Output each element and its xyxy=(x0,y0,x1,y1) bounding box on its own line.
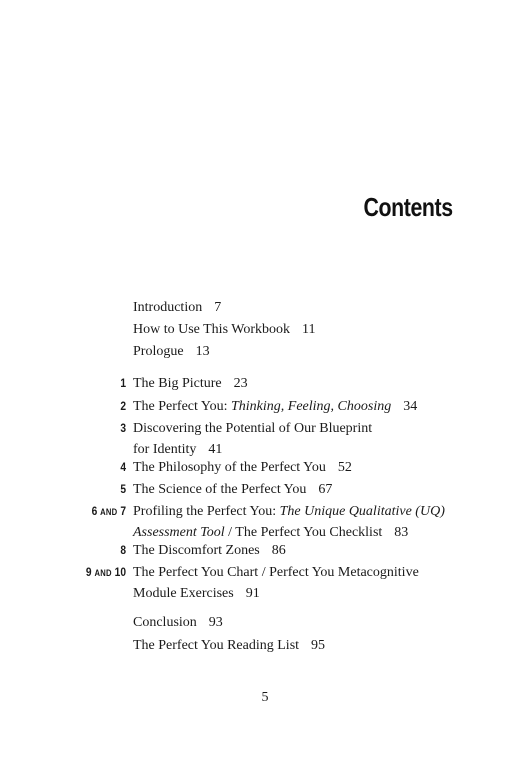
toc-entry-chapter-5[interactable] xyxy=(133,479,332,500)
toc-entry-conclusion[interactable] xyxy=(133,612,223,633)
entry-page: 23 xyxy=(233,376,248,391)
chapter-number: 1 xyxy=(120,376,126,390)
entry-title: Conclusion xyxy=(133,615,197,630)
entry-page: 91 xyxy=(245,586,260,601)
entry-title-italic-line2: Assessment Tool xyxy=(133,525,225,540)
toc-entry-prologue[interactable] xyxy=(133,341,210,362)
chapter-number: 2 xyxy=(120,399,126,413)
chapter-number-and: AND xyxy=(100,507,118,517)
page-title: Contents xyxy=(363,192,453,222)
entry-title-line2: Module Exercises xyxy=(133,586,234,601)
entry-page: 67 xyxy=(318,482,333,497)
chapter-number-and: AND xyxy=(94,568,112,578)
entry-page: 13 xyxy=(195,344,210,359)
toc-entry-chapters-6-7[interactable] xyxy=(133,501,445,543)
chapter-number: 4 xyxy=(120,460,126,474)
entry-title: The Perfect You: xyxy=(133,399,231,414)
toc-entry-chapter-4[interactable] xyxy=(133,457,352,478)
entry-title-line2: for Identity xyxy=(133,442,197,457)
entry-page: 86 xyxy=(271,543,286,558)
chapter-number-a: 6 xyxy=(91,504,98,518)
entry-title: The Perfect You Chart / Perfect You Metacognitive xyxy=(133,565,419,580)
toc-entry-chapters-9-10[interactable] xyxy=(133,562,419,604)
chapter-number: 8 xyxy=(120,543,126,557)
entry-title: The Perfect You Reading List xyxy=(133,638,300,653)
page-number: 5 xyxy=(261,690,269,705)
toc-entry-chapter-3[interactable] xyxy=(133,418,372,460)
entry-page: 34 xyxy=(403,399,418,414)
entry-page: 7 xyxy=(214,300,222,315)
entry-title: The Philosophy of the Perfect You xyxy=(133,460,326,475)
entry-title: The Big Picture xyxy=(133,376,222,391)
chapter-number xyxy=(58,562,126,584)
toc-entry-reading-list[interactable] xyxy=(133,635,325,656)
entry-page: 41 xyxy=(208,442,223,457)
chapter-number-b: 10 xyxy=(114,565,126,579)
entry-title: How to Use This Workbook xyxy=(133,322,291,337)
entry-title: The Science of the Perfect You xyxy=(133,482,307,497)
chapter-number: 3 xyxy=(120,421,126,435)
entry-page: 95 xyxy=(311,638,326,653)
chapter-number-a: 9 xyxy=(85,565,92,579)
entry-page: 93 xyxy=(208,615,223,630)
entry-title-italic: Thinking, Feeling, Choosing xyxy=(231,399,392,414)
toc-entry-chapter-2[interactable] xyxy=(133,396,417,417)
entry-title-italic: The Unique Qualitative (UQ) xyxy=(279,504,445,519)
toc-entry-chapter-8[interactable] xyxy=(133,540,286,561)
entry-title: Discovering the Potential of Our Blueprint xyxy=(133,421,373,436)
entry-page: 83 xyxy=(394,525,409,540)
entry-page: 52 xyxy=(337,460,352,475)
entry-page: 11 xyxy=(302,322,316,337)
toc-entry-chapter-1[interactable] xyxy=(133,373,248,394)
entry-title: Prologue xyxy=(133,344,184,359)
entry-title-line2: / The Perfect You Checklist xyxy=(224,525,383,540)
entry-title: Introduction xyxy=(133,300,203,315)
chapter-number-b: 7 xyxy=(120,504,126,518)
chapter-number: 5 xyxy=(120,482,126,496)
entry-title: Profiling the Perfect You: xyxy=(133,504,280,519)
toc-entry-introduction[interactable] xyxy=(133,297,221,318)
toc-entry-how-to-use[interactable] xyxy=(133,319,316,340)
chapter-number xyxy=(58,501,126,523)
entry-title: The Discomfort Zones xyxy=(133,543,260,558)
